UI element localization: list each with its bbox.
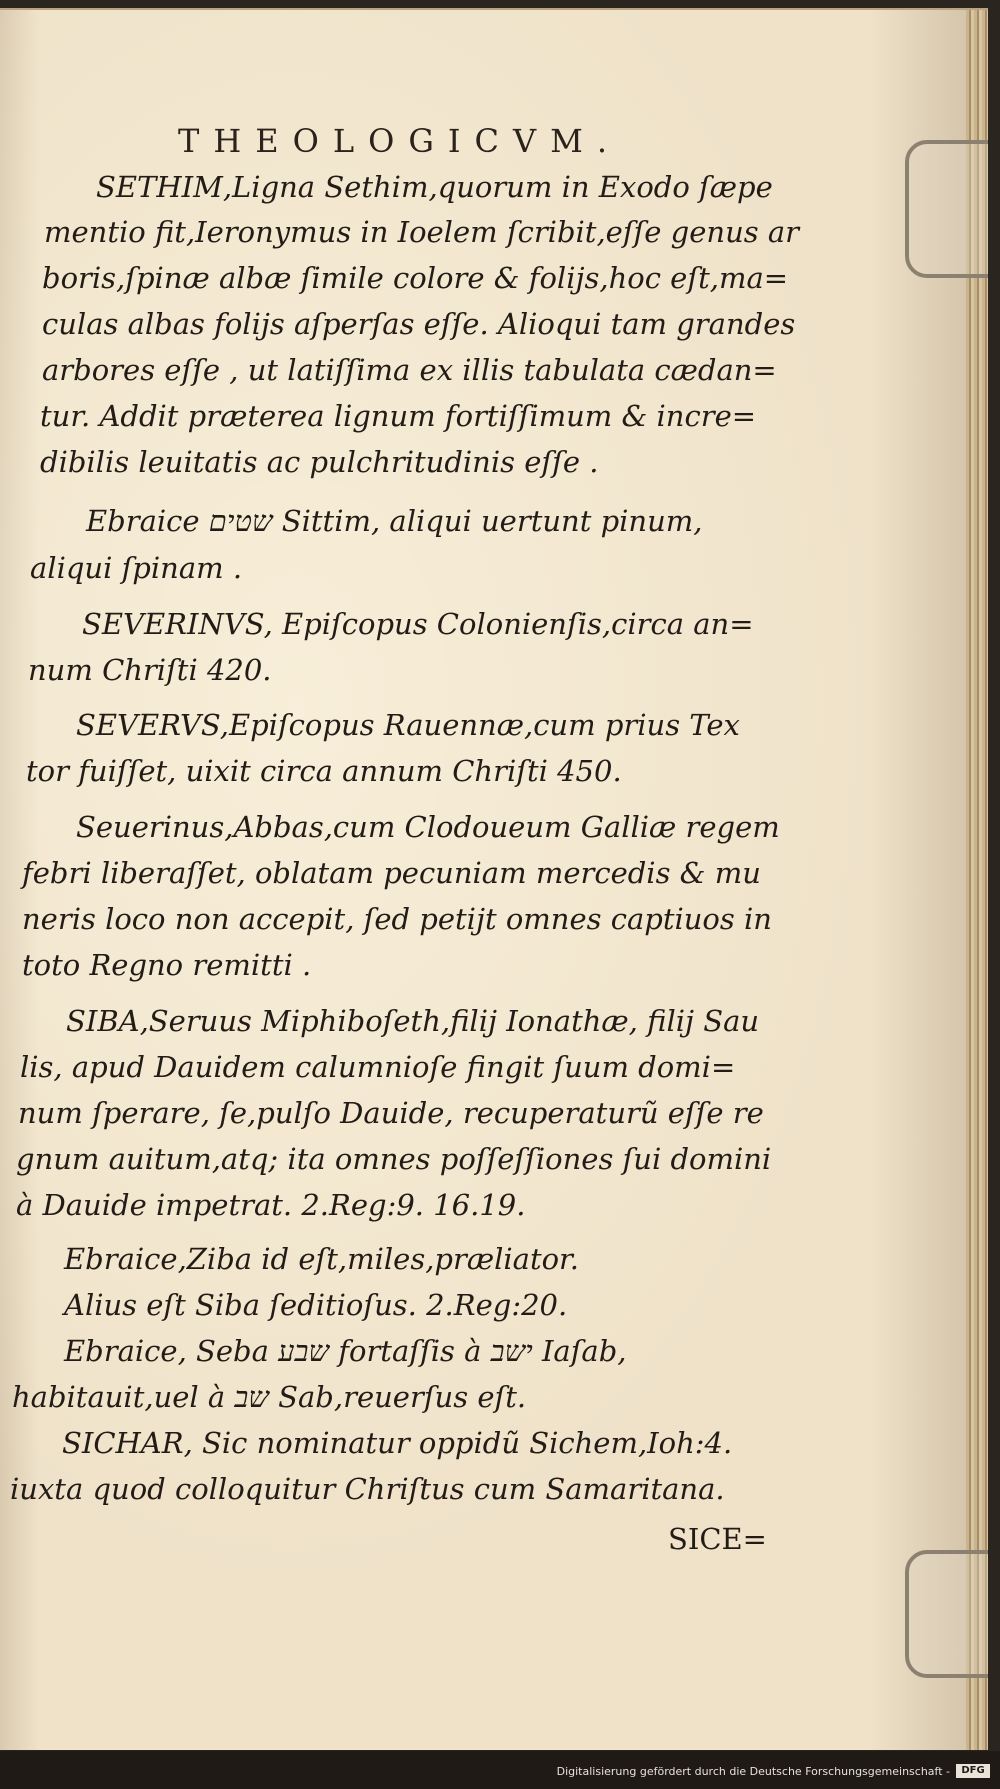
text-line: febri liberaſſet, oblatam pecuniam mercedis & mu <box>22 856 761 890</box>
text-line: aliqui ſpinam . <box>30 551 243 585</box>
text-line: mentio fit,Ieronymus in Ioelem ſcribit,eſſe genus ar <box>44 215 800 249</box>
catchword: SICE= <box>668 1522 767 1556</box>
running-head: THEOLOGICVM. <box>178 122 622 160</box>
text-line: num ſperare, ſe,pulſo Dauide, recuperaturũ eſſe re <box>18 1096 764 1130</box>
text-line: boris,ſpinæ albæ ſimile colore & folijs,hoc eſt,ma= <box>42 261 789 295</box>
dfg-logo-icon: DFG <box>956 1764 990 1778</box>
text-line: habitauit,uel à שב Sab,reuerſus eſt. <box>12 1380 527 1414</box>
book-page <box>0 8 988 1750</box>
text-line: tor fuiſſet, uixit circa annum Chriſti 450. <box>26 754 622 788</box>
text-line: Ebraice,Ziba id eſt,miles,prӕliator. <box>64 1242 579 1276</box>
footer-credit: Digitalisierung gefördert durch die Deutsche Forschungsgemeinschaft - <box>556 1765 950 1778</box>
text-line: tur. Addit præterea lignum fortiſſimum & incre= <box>40 399 757 433</box>
text-line: à Dauide impetrat. 2.Reg:9. 16.19. <box>16 1188 526 1222</box>
text-line: num Chriſti 420. <box>28 653 272 687</box>
text-line: lis, apud Dauidem calumnioſe fingit ſuum domi= <box>20 1050 736 1084</box>
text-line: neris loco non accepit, ſed petijt omnes captiuos in <box>22 902 772 936</box>
text-line: Ebraice שטים Sittim, aliqui uertunt pinum, <box>86 504 703 538</box>
text-line: SETHIM,Ligna Sethim,quorum in Exodo ſæpe <box>96 170 773 204</box>
text-line: Seuerinus,Abbas,cum Clodoueum Galliæ regem <box>76 810 780 844</box>
text-line: gnum auitum,atq; ita omnes poſſeſſiones ſui domini <box>16 1142 772 1176</box>
text-line: SIBA,Seruus Miphiboſeth,filij Ionathæ, filij Sau <box>66 1004 760 1038</box>
text-line: Alius eſt Siba ſeditioſus. 2.Reg:20. <box>64 1288 568 1322</box>
text-line: culas albas folijs aſperſas eſſe. Alioqui tam grandes <box>42 307 796 341</box>
text-line: SICHAR, Sic nominatur oppidũ Sichem,Ioh:4. <box>62 1426 733 1460</box>
clasp-bottom <box>905 1550 988 1678</box>
text-line: arbores eſſe , ut latiſſima ex illis tabulata cædan= <box>42 353 777 387</box>
clasp-top <box>905 140 988 278</box>
text-line: SEVERINVS, Epiſcopus Colonienſis,circa an= <box>82 607 754 641</box>
text-line: toto Regno remitti . <box>22 948 312 982</box>
text-line: dibilis leuitatis ac pulchritudinis eſſe . <box>40 445 599 479</box>
text-line: Ebraice, Seba שבע fortaſſis à ישב Iaſab, <box>64 1334 627 1368</box>
text-line: SEVERVS,Epiſcopus Rauennæ,cum prius Tex <box>76 708 740 742</box>
text-line: iuxta quod colloquitur Chriſtus cum Samaritana. <box>10 1472 725 1506</box>
